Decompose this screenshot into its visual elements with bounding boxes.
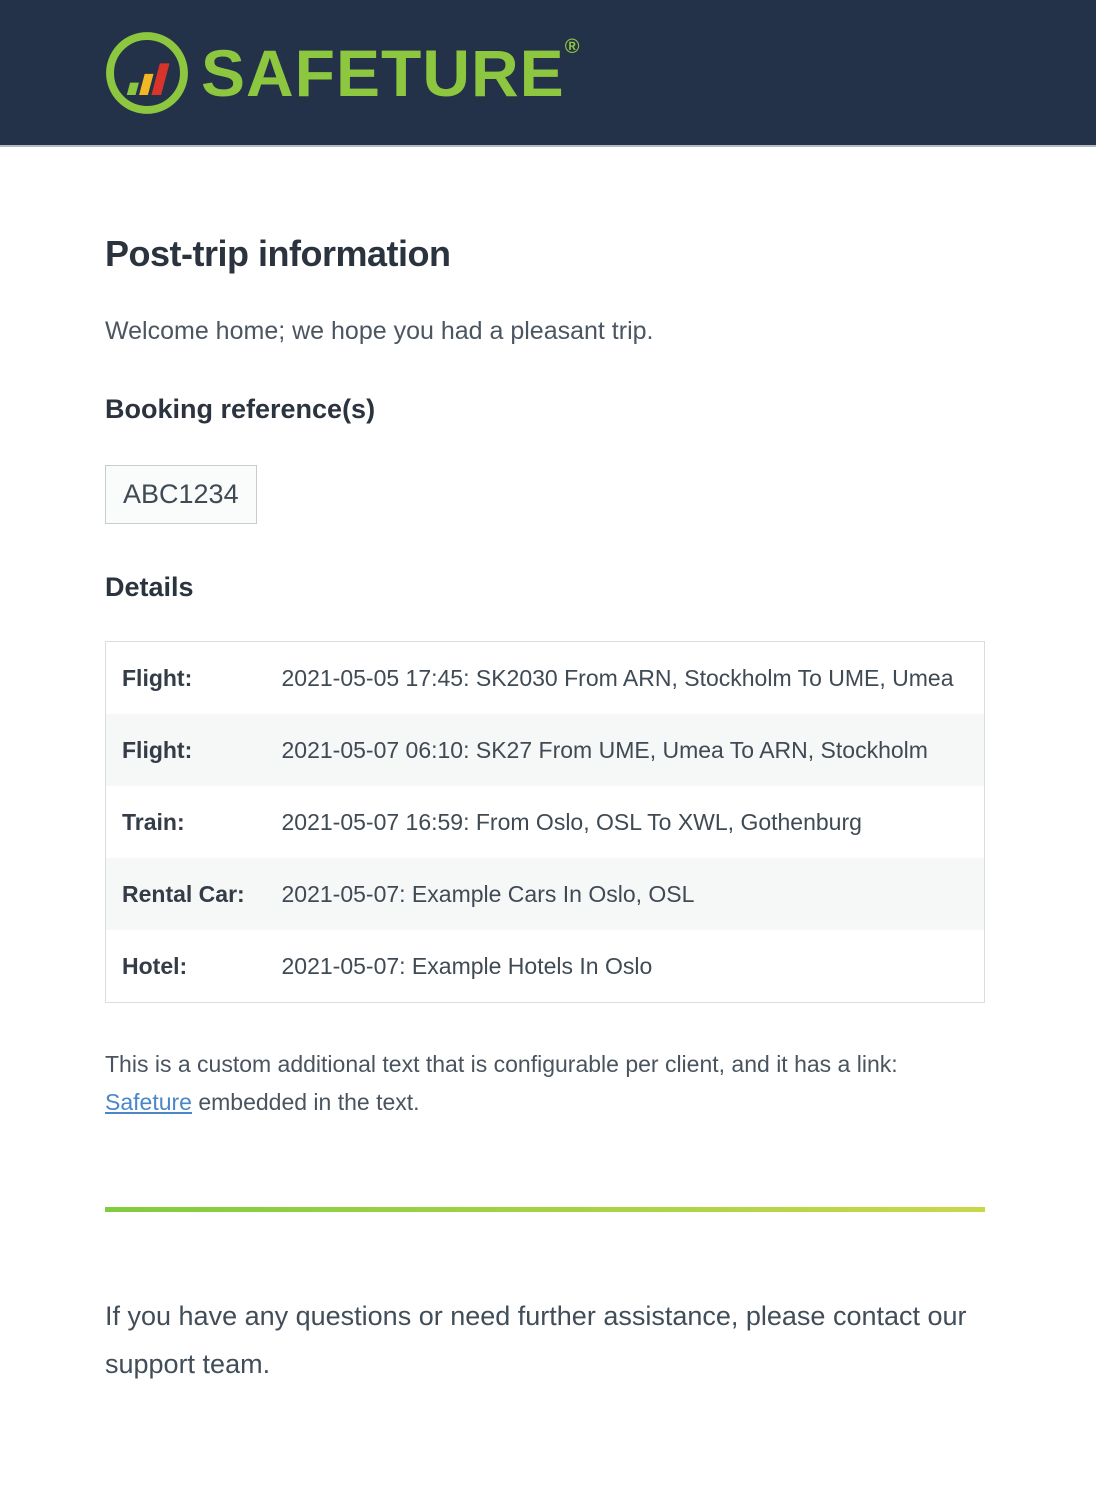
welcome-text: Welcome home; we hope you had a pleasant trip. [105, 317, 654, 345]
custom-additional-text [105, 1045, 985, 1121]
email-header [0, 0, 1096, 147]
logo-text: SAFETURE [201, 35, 565, 110]
gradient-divider [105, 1207, 985, 1212]
safeture-bars-icon [103, 29, 191, 117]
detail-row-label: Train: [122, 809, 185, 835]
booking-reference-value: ABC1234 [105, 465, 257, 524]
detail-row-value: 2021-05-07 06:10: SK27 From UME, Umea To ARN, Stockholm [281, 737, 928, 763]
registered-trademark-symbol: ® [564, 35, 580, 58]
detail-row-label: Flight: [122, 737, 193, 763]
page-title: Post-trip information [105, 233, 451, 274]
detail-row-label: Hotel: [122, 953, 188, 979]
detail-row-value: 2021-05-07: Example Hotels In Oslo [281, 953, 653, 979]
custom-text-after-link: embedded in the text. [191, 1089, 420, 1115]
details-heading: Details [105, 572, 194, 602]
detail-row-value: 2021-05-05 17:45: SK2030 From ARN, Stockholm To UME, Umea [281, 665, 954, 691]
table-row [106, 714, 985, 786]
custom-text-before-link: This is a custom additional text that is configurable per client, and it has a link: [105, 1051, 898, 1077]
detail-row-label: Rental Car: [122, 881, 245, 907]
table-row [106, 930, 985, 1003]
details-table-body [106, 642, 985, 1003]
table-row [106, 642, 985, 715]
safeture-link[interactable]: Safeture [105, 1089, 192, 1115]
logo-wordmark [201, 31, 579, 115]
table-row [106, 858, 985, 930]
email-body [0, 233, 1096, 1388]
details-table [105, 641, 985, 1003]
table-row [106, 786, 985, 858]
detail-row-value: 2021-05-07: Example Cars In Oslo, OSL [281, 881, 695, 907]
detail-row-label: Flight: [122, 665, 193, 691]
support-footer-text: If you have any questions or need further assistance, please contact our support team. [105, 1301, 967, 1379]
safeture-logo [103, 29, 579, 117]
booking-reference-heading: Booking reference(s) [105, 394, 376, 424]
detail-row-value: 2021-05-07 16:59: From Oslo, OSL To XWL, Gothenburg [281, 809, 862, 835]
